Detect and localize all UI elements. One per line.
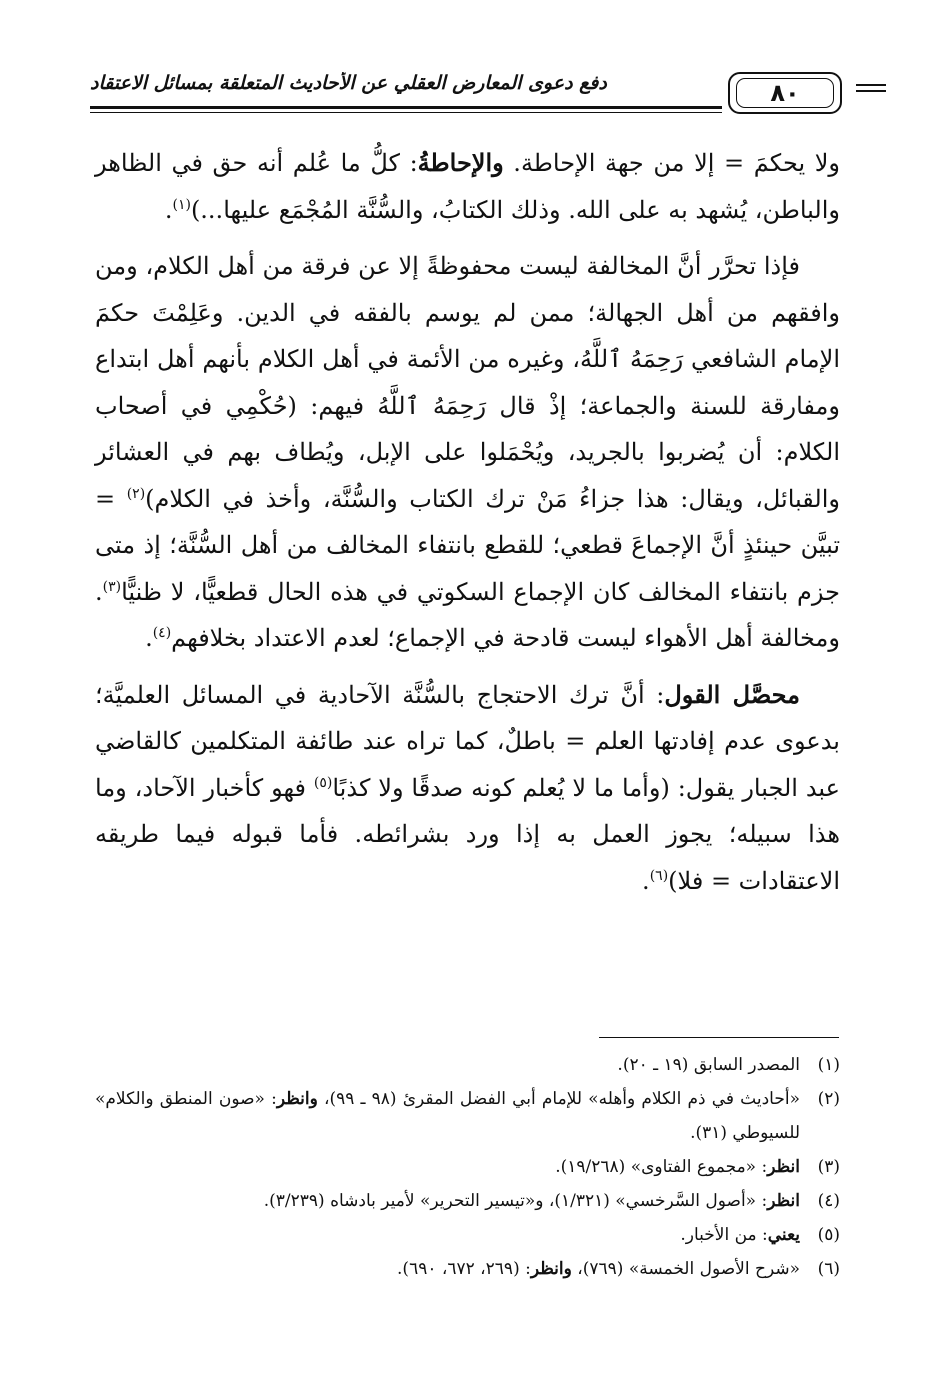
bold-term: انظر <box>767 1157 800 1177</box>
header-ornament-line <box>856 90 886 92</box>
header-ornament-line <box>856 84 886 86</box>
footnote-reference: (٣) <box>102 578 122 595</box>
running-header <box>90 62 842 124</box>
bold-term: يعني <box>767 1225 800 1245</box>
bold-term: والإحاطةُ <box>417 148 504 177</box>
text-run: المصدر السابق (١٩ ـ ٢٠). <box>617 1055 800 1075</box>
footnote-reference: (٥) <box>313 774 333 791</box>
text-run: : «صون المنطق والكلام» للسيوطي (٣١). <box>95 1089 800 1143</box>
text-run: «شرح الأصول الخمسة» (٧٦٩)، <box>571 1259 800 1279</box>
text-run: . <box>145 624 153 652</box>
footnote <box>95 1184 840 1218</box>
footnote-number: (٤) <box>817 1191 840 1211</box>
text-run: : «مجموع الفتاوى» (١٩/٢٦٨). <box>555 1157 768 1177</box>
footnote-reference: (٦) <box>649 867 669 884</box>
text-run: = تبيَّن حينئذٍ أنَّ الإجماعَ قطعي؛ للقطع بانتفاء المخالف من أهل السُّنَّة؛ إذ متى جزم بانتفاء المخالف كان الإجماع السكوتي في هذه الحال قطعيًّا، لا ظنيًّا <box>95 484 840 606</box>
main-text <box>95 140 840 904</box>
text-run: : (٢٦٩، ٦٧٢، ٦٩٠). <box>397 1259 531 1279</box>
paragraph <box>95 140 840 233</box>
text-run: : كلُّ ما عُلم أنه حق في الظاهر والباطن، يُشهد به على الله. وذلك الكتابُ، والسُّنَّة المُجْمَع عليها...) <box>95 149 840 224</box>
footnote-number: (٢) <box>817 1089 840 1109</box>
footnote-reference: (٢) <box>126 485 146 502</box>
footnote <box>95 1150 840 1184</box>
text-run: : «أصول السَّرخسي» (١/٣٢١)، و«تيسير التحرير» لأمير بادشاه (٣/٢٣٩). <box>263 1191 768 1211</box>
footnote-number: (١) <box>817 1055 840 1075</box>
footnote-number: (٣) <box>817 1157 840 1177</box>
page-number-frame <box>728 72 842 114</box>
text-run: ولا يحكمَ = إلا من جهة الإحاطة. <box>503 149 840 177</box>
footnotes <box>95 1048 840 1286</box>
footnote-text <box>95 1082 800 1150</box>
footnote-number: (٦) <box>817 1259 840 1279</box>
footnote <box>95 1252 840 1286</box>
text-run: فإذا تحرَّر أنَّ المخالفة ليست محفوظةً إلا عن فرقة من أهل الكلام، ومن وافقهم من أهل الجهالة؛ ممن لم يوسم بالفقه في الدين. وعَلِمْتَ حكمَ الإمام الشافعي رَحِمَهُ ٱللَّهُ، وغيره من الأئمة في أهل الكلام بأنهم أهل ابتداع ومفارقة للسنة والجماعة؛ إذْ قال رَحِمَهُ ٱللَّهُ فيهم: (حُكْمِي في أصحاب الكلام: أن يُضربوا بالجريد، ويُحْمَلوا على الإبل، ويُطاف بهم في العشائر والقبائل، ويقال: هذا جزاءُ مَنْ ترك الكتاب والسُّنَّة، وأخذ في الكلام) <box>95 252 840 513</box>
paragraph <box>95 243 840 662</box>
footnote-reference: (٤) <box>152 625 172 641</box>
footnote <box>95 1218 840 1252</box>
footnote-number: (٥) <box>817 1225 840 1245</box>
footnote <box>95 1082 840 1150</box>
bold-term: وانظر <box>276 1089 318 1109</box>
text-run: : أنَّ ترك الاحتجاج بالسُّنَّة الآحادية في المسائل العلميَّة؛ بدعوى عدم إفادتها العلم = باطلٌ، كما تراه عند طائفة المتكلمين كالقاضي عبد الجبار يقول: (وأما ما لا يُعلم كونه صدقًا ولا كذبًا <box>95 680 840 802</box>
page-number: ٨٠ <box>770 79 800 107</box>
paragraph <box>95 672 840 905</box>
footnote-text <box>95 1184 800 1218</box>
bold-term: انظر <box>767 1191 800 1211</box>
footnote-text <box>95 1218 800 1252</box>
text-run: فهو كأخبار الآحاد، وما هذا سبيله؛ يجوز العمل به إذا ورد بشرائطه. فأما قبوله فيما طريقه الاعتقادات = فلا) <box>95 773 840 895</box>
footnote-text <box>95 1048 800 1082</box>
text-run: «أحاديث في ذم الكلام وأهله» للإمام أبي الفضل المقرئ (٩٨ ـ ٩٩)، <box>317 1089 800 1109</box>
text-run: . ومخالفة أهل الأهواء ليست قادحة في الإجماع؛ لعدم الاعتداد بخلافهم <box>95 577 840 652</box>
text-run: : من الأخبار. <box>680 1225 768 1245</box>
footnote-reference: (١) <box>172 196 191 213</box>
footnote <box>95 1048 840 1082</box>
running-title: دفع دعوى المعارض العقلي عن الأحاديث المتعلقة بمسائل الاعتقاد <box>90 72 607 94</box>
header-rule-thick <box>90 106 722 109</box>
text-run: . <box>164 195 173 224</box>
bold-term: محصَّل القول <box>664 679 800 709</box>
footnote-separator <box>599 1037 839 1038</box>
header-rule-thin <box>90 112 722 113</box>
bold-term: وانظر <box>530 1259 572 1279</box>
footnote-text <box>95 1252 800 1286</box>
footnote-text <box>95 1150 800 1184</box>
text-run: . <box>642 866 650 895</box>
